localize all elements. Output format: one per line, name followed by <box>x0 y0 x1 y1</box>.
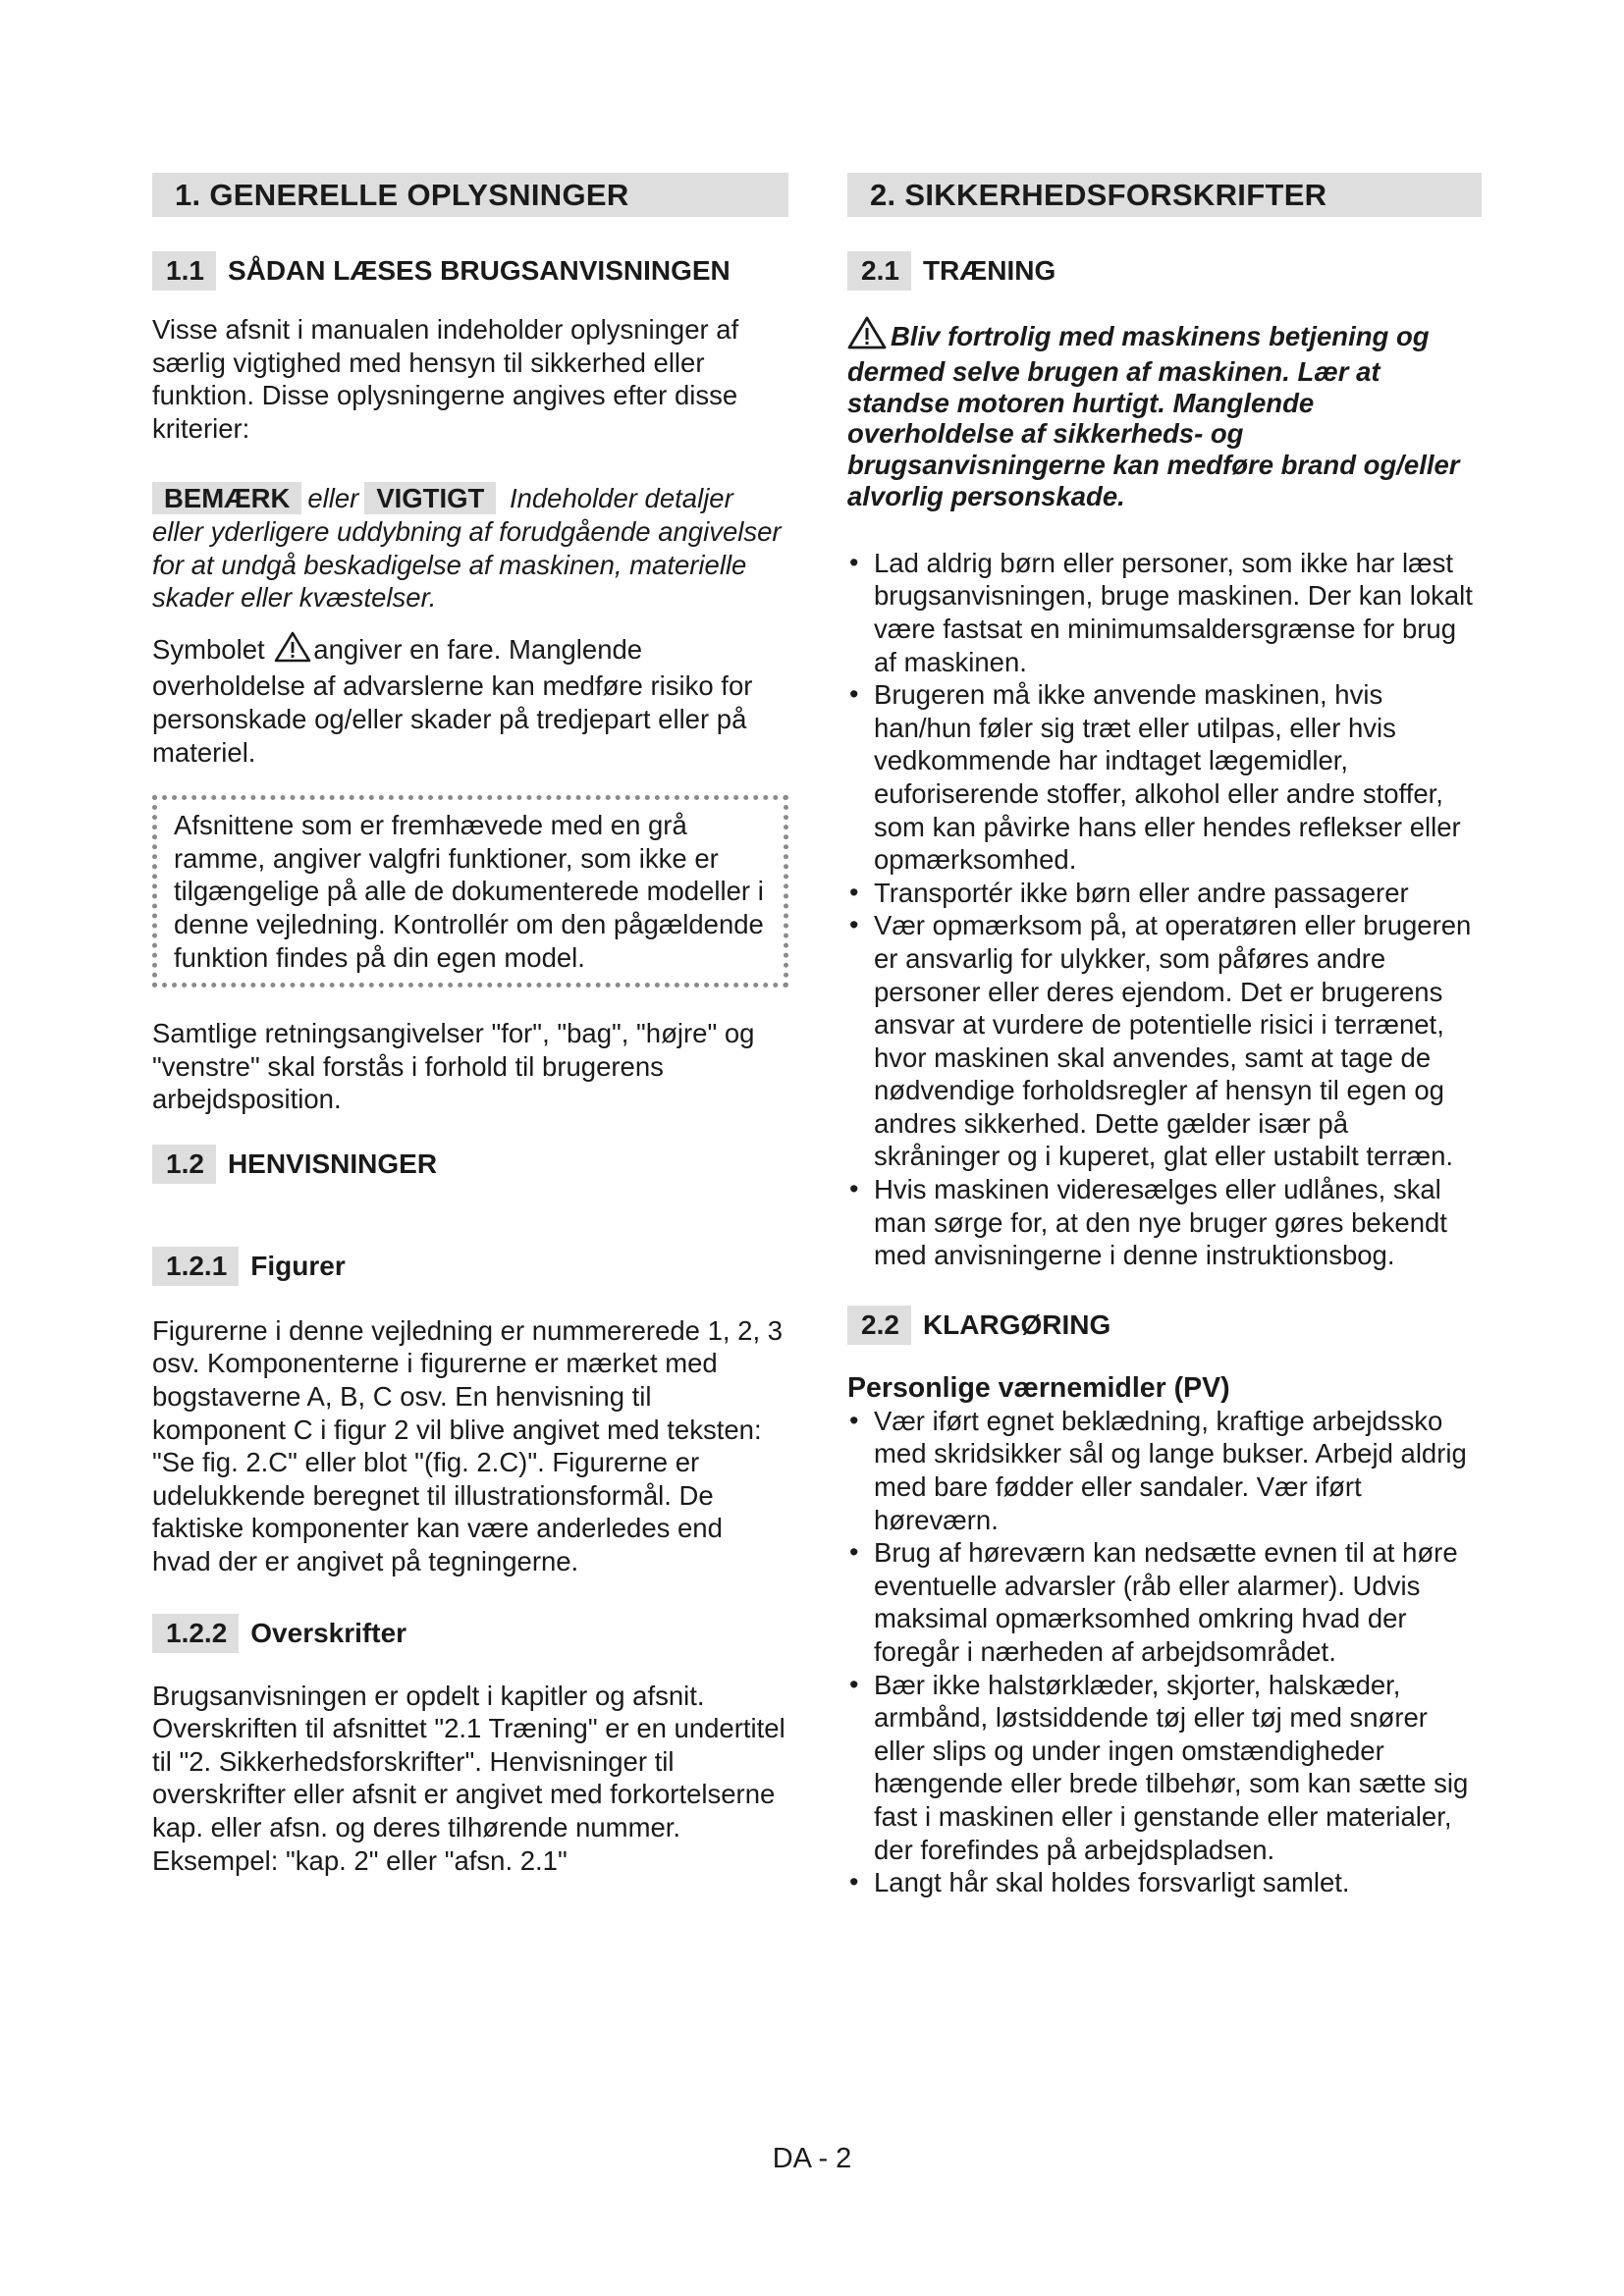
list-item: • Langt hår skal holdes forsvarligt samlet. <box>847 1866 1482 1899</box>
note-or: eller <box>307 483 359 514</box>
section-heading-1-2-2 <box>152 1614 788 1653</box>
ppe-list <box>847 1405 1482 1899</box>
warning-triangle-icon <box>274 631 311 670</box>
right-column <box>847 173 1482 1899</box>
intro-paragraph: Visse afsnit i manualen indeholder oplysninger af særlig vigtighed med hensyn til sikkerhed eller funktion. Disse oplysningerne angives efter disse kriterier: <box>152 314 739 444</box>
section-number: 1.2.2 <box>152 1614 239 1653</box>
warning-triangle-icon <box>847 316 887 356</box>
direction-paragraph: Samtlige retningsangivelser "for", "bag", "højre" og "venstre" skal forstås i forhold til brugerens arbejdsposition. <box>152 1018 755 1115</box>
section-number: 1.2 <box>152 1145 216 1184</box>
list-item: • Transportér ikke børn eller andre passagerer <box>847 877 1482 910</box>
list-item: • Brug af høreværn kan nedsætte evnen til at høre eventuelle advarsler (råb eller alarmer). Udvis maksimal opmærksomhed omkring hvad der foregår i nærheden af arbejdsområdet. <box>847 1536 1482 1668</box>
optional-features-text: Afsnittene som er fremhævede med en grå ramme, angiver valgfri funktioner, som ikke er tilgængelige på alle de dokumenterede modeller i denne vejledning. Kontrollér om den pågældende funktion findes på din egen model. <box>174 810 764 973</box>
safety-warning-text: Bliv fortrolig med maskinens betjening og dermed selve brugen af maskinen. Lær at standse motoren hurtigt. Manglende overholdelse af sikkerheds- og brugsanvisningerne kan medføre brand og/eller alvorlig personskade. <box>847 321 1460 511</box>
section-title: SÅDAN LÆSES BRUGSANVISNINGEN <box>227 255 731 286</box>
section-number: 2.1 <box>847 251 911 291</box>
chapter-heading-2: 2. SIKKERHEDSFORSKRIFTER <box>847 173 1482 217</box>
section-number: 2.2 <box>847 1306 911 1345</box>
note-text: Indeholder detaljer eller yderligere uddybning af forudgående angivelser for at undgå beskadigelse af maskinen, materielle skader eller kvæstelser. <box>152 483 782 614</box>
section-title: Figurer <box>250 1250 346 1281</box>
section-heading-1-2 <box>152 1145 788 1184</box>
list-item: • Vær opmærksom på, at operatøren eller brugeren er ansvarlig for ulykker, som påføres andre personer eller deres ejendom. Det er brugerens ansvar at vurdere de potentielle risici i terrænet, hvor maskinen skal anvendes, samt at tage de nødvendige forholdsregler af hensyn til egen og andres sikkerhed. Dette gælder især på skråninger og i kuperet, glat eller ustabilt terræn. <box>847 909 1482 1173</box>
list-item: • Vær iført egnet beklædning, kraftige arbejdssko med skridsikker sål og lange bukser. Arbejd aldrig med bare fødder eller sandaler. Vær iført høreværn. <box>847 1405 1482 1536</box>
symbol-before: Symbolet <box>152 633 265 665</box>
left-column <box>152 173 788 1877</box>
section-title: HENVISNINGER <box>227 1148 438 1179</box>
section-heading-1-2-1 <box>152 1247 788 1286</box>
note-tag-vigtigt: VIGTIGT <box>364 482 496 514</box>
section-heading-1-1 <box>152 251 788 291</box>
note-paragraph <box>152 482 788 614</box>
section-title: TRÆNING <box>922 255 1056 286</box>
section-number: 1.1 <box>152 251 216 291</box>
safety-warning <box>847 316 1482 512</box>
list-item: • Lad aldrig børn eller personer, som ikke har læst brugsanvisningen, bruge maskinen. Der kan lokalt være fastsat en minimumsaldersgrænse for brug af maskinen. <box>847 547 1482 678</box>
list-item: • Bær ikke halstørklæder, skjorter, halskæder, armbånd, løstsiddende tøj eller tøj med snører eller slips og under ingen omstændigheder hængende eller brede tilbehør, som kan sætte sig fast i maskinen eller i genstande eller materialer, der forefindes på arbejdspladsen. <box>847 1669 1482 1867</box>
list-item: • Hvis maskinen videresælges eller udlånes, skal man sørge for, at den nye bruger gøres bekendt med anvisningerne i denne instruktionsbog. <box>847 1173 1482 1272</box>
optional-features-box <box>152 795 788 988</box>
headings-paragraph: Brugsanvisningen er opdelt i kapitler og afsnit. Overskriften til afsnittet "2.1 Træning" er en undertitel til "2. Sikkerhedsforskrifter". Henvisninger til overskrifter eller afsnit er angivet med forkortelserne kap. eller afsn. og deres tilhørende nummer. Eksempel: "kap. 2" eller "afsn. 2.1" <box>152 1680 785 1876</box>
section-number: 1.2.1 <box>152 1247 239 1286</box>
section-title: KLARGØRING <box>922 1308 1111 1340</box>
section-heading-2-2 <box>847 1306 1482 1345</box>
page-number: DA - 2 <box>772 2143 852 2174</box>
training-list <box>847 547 1482 1272</box>
ppe-subheading: Personlige værnemidler (PV) <box>847 1371 1230 1404</box>
figures-paragraph: Figurerne i denne vejledning er nummererede 1, 2, 3 osv. Komponenterne i figurerne er mærket med bogstaverne A, B, C osv. En henvisning til komponent C i figur 2 vil blive angivet med teksten: "Se fig. 2.C" eller blot "(fig. 2.C)". Figurerne er udelukkende beregnet til illustrationsformål. De faktiske komponenter kan være anderledes end hvad der er angivet på tegningerne. <box>152 1314 784 1577</box>
symbol-paragraph <box>152 631 788 769</box>
symbol-after: angiver en fare. Manglende overholdelse af advarslerne kan medføre risiko for personskade og/eller skader på tredjepart eller på materiel. <box>152 633 753 768</box>
section-title: Overskrifter <box>250 1617 407 1648</box>
chapter-heading-1: 1. GENERELLE OPLYSNINGER <box>152 173 788 217</box>
list-item: • Brugeren må ikke anvende maskinen, hvis han/hun føler sig træt eller utilpas, eller hvis vedkommende har indtaget lægemidler, euforiserende stoffer, alkohol eller andre stoffer, som kan påvirke hans eller hendes reflekser eller opmærksomhed. <box>847 678 1482 877</box>
note-tag-bemaerk: BEMÆRK <box>152 482 301 514</box>
section-heading-2-1 <box>847 251 1482 291</box>
